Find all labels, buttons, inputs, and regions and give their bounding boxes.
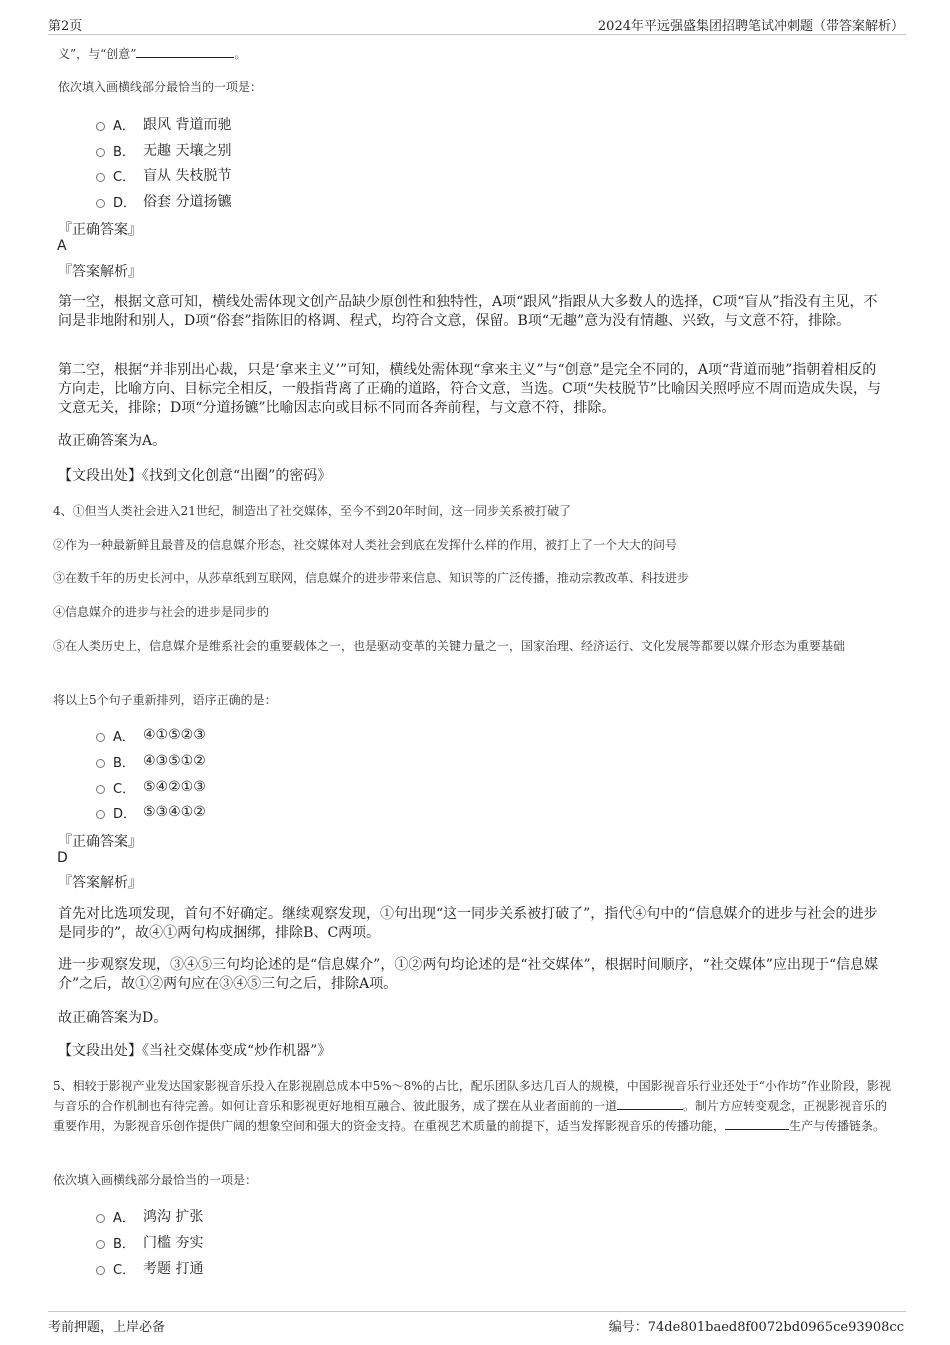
q3-conclusion: 故正确答案为A。 (58, 433, 167, 449)
q3-analysis-paragraph: 第一空，根据文意可知，横线处需体现文创产品缺少原创性和独特性，A项“跟风”指跟从大多数人的选择，C项“盲从”指没有主见，不问是非地附和别人，D项“俗套”指陈旧的格调、程式，均符合文意，保留。B项“无趣”意为没有情趣、兴致，与文意不符，排除。 (58, 294, 878, 329)
q4-analysis-label: 『答案解析』 (58, 875, 142, 891)
q4-sentence-1: 4、①但当人类社会进入21世纪，制造出了社交媒体，至今不到20年时间，这一同步关系被打破了 (53, 504, 572, 518)
fill-blank (617, 1097, 683, 1110)
q3-option-a[interactable]: A． 跟风 背道而驰 (96, 114, 231, 134)
q4-answer: D (57, 850, 68, 866)
q4-sentence-2: ②作为一种最新鲜且最普及的信息媒介形态，社交媒体对人类社会到底在发挥什么样的作用，被打上了一个大大的问号 (53, 538, 678, 552)
q3-option-b[interactable]: B． 无趣 天壤之别 (96, 140, 231, 160)
q3-analysis-label: 『答案解析』 (58, 264, 142, 280)
radio-icon[interactable] (96, 810, 105, 819)
fill-blank (136, 45, 234, 58)
document-title: 2024年平远强盛集团招聘笔试冲刺题（带答案解析） (597, 19, 904, 34)
radio-icon[interactable] (96, 199, 105, 208)
q5-option-b[interactable]: B． 门槛 夯实 (96, 1232, 203, 1252)
q3-analysis-paragraph: 第二空，根据“并非别出心裁，只是‘拿来主义’”可知，横线处需体现“拿来主义”与“创意”是完全不同的，A项“背道而驰”指朝着相反的方向走，比喻方向、目标完全相反，一般指背离了正确的道路，符合文意，当选。C项“失枝脱节”比喻因关照呼应不周而造成失误，与文意无关，排除；D项“分道扬镳”比喻因志向或目标不同而各奔前程，与文意不符，排除。 (58, 362, 882, 416)
q4-source: 【文段出处】《当社交媒体变成“炒作机器”》 (58, 1043, 332, 1059)
q4-prompt: 将以上5个句子重新排列，语序正确的是： (53, 693, 277, 707)
footer-slogan: 考前押题，上岸必备 (48, 1320, 166, 1335)
q4-analysis-paragraph: 首先对比选项发现，首句不好确定。继续观察发现，①句出现“这一同步关系被打破了”，指代④句中的“信息媒介的进步与社会的进步是同步的”，故④①两句构成捆绑，排除B、C两项。 (58, 906, 878, 941)
document-code: 编号：74de801baed8f0072bd0965ce93908cc (608, 1320, 904, 1335)
fill-blank (725, 1117, 789, 1130)
q4-option-d[interactable]: D． ⑤③④①② (96, 802, 206, 822)
q5-option-c[interactable]: C． 考题 打通 (96, 1258, 203, 1278)
radio-icon[interactable] (96, 148, 105, 157)
radio-icon[interactable] (96, 733, 105, 742)
q5-prompt: 依次填入画横线部分最恰当的一项是： (53, 1173, 258, 1187)
q4-sentence-5: ⑤在人类历史上，信息媒介是维系社会的重要载体之一，也是驱动变革的关键力量之一，国家治理、经济运行、文化发展等都要以媒介形态为重要基础 (53, 639, 846, 653)
q4-sentence-4: ④信息媒介的进步与社会的进步是同步的 (53, 605, 270, 619)
q4-option-c[interactable]: C． ⑤④②①③ (96, 777, 206, 797)
q3-answer-label: 『正确答案』 (58, 222, 142, 238)
radio-icon[interactable] (96, 1214, 105, 1223)
radio-icon[interactable] (96, 785, 105, 794)
page-number: 第2页 (48, 19, 83, 34)
q3-stem-tail: 义”，与“创意” 。 (58, 47, 247, 61)
q4-sentence-3: ③在数千年的历史长河中，从莎草纸到互联网，信息媒介的进步带来信息、知识等的广泛传播，推动宗教改革、科技进步 (53, 571, 690, 585)
radio-icon[interactable] (96, 1266, 105, 1275)
page-header (48, 14, 906, 35)
q3-option-d[interactable]: D． 俗套 分道扬镳 (96, 191, 231, 211)
radio-icon[interactable] (96, 759, 105, 768)
q4-option-a[interactable]: A． ④①⑤②③ (96, 725, 206, 745)
radio-icon[interactable] (96, 122, 105, 131)
page-footer (48, 1311, 906, 1338)
q3-answer: A (57, 238, 67, 254)
q4-conclusion: 故正确答案为D。 (58, 1010, 168, 1026)
radio-icon[interactable] (96, 173, 105, 182)
radio-icon[interactable] (96, 1240, 105, 1249)
q4-answer-label: 『正确答案』 (58, 834, 142, 850)
q5-option-a[interactable]: A． 鸿沟 扩张 (96, 1206, 203, 1226)
q5-stem: 5、相较于影视产业发达国家影视音乐投入在影视剧总成本中5%～8%的占比，配乐团队多达几百人的规模，中国影视音乐行业还处于“小作坊”作业阶段，影视与音乐的合作机制也有待完善。如何让音乐和影视更好地相互融合、彼此服务，成了摆在从业者面前的一道 。制片方应转变观念，正视影视音乐的重要作用，为影视音乐创作提供广阔的想象空间和强大的资金支持。在重视艺术质量的前提下，适当发挥影视音乐的传播功能， 生产与传播链条。 (53, 1079, 891, 1133)
q3-source: 【文段出处】《找到文化创意“出圈”的密码》 (58, 468, 332, 484)
q3-option-c[interactable]: C． 盲从 失枝脱节 (96, 165, 231, 185)
q4-analysis-paragraph: 进一步观察发现，③④⑤三句均论述的是“信息媒介”，①②两句均论述的是“社交媒体”，根据时间顺序，“社交媒体”应出现于“信息媒介”之后，故①②两句应在③④⑤三句之后，排除A项。 (58, 957, 879, 992)
q4-option-b[interactable]: B． ④③⑤①② (96, 751, 206, 771)
q3-prompt: 依次填入画横线部分最恰当的一项是： (58, 80, 263, 94)
